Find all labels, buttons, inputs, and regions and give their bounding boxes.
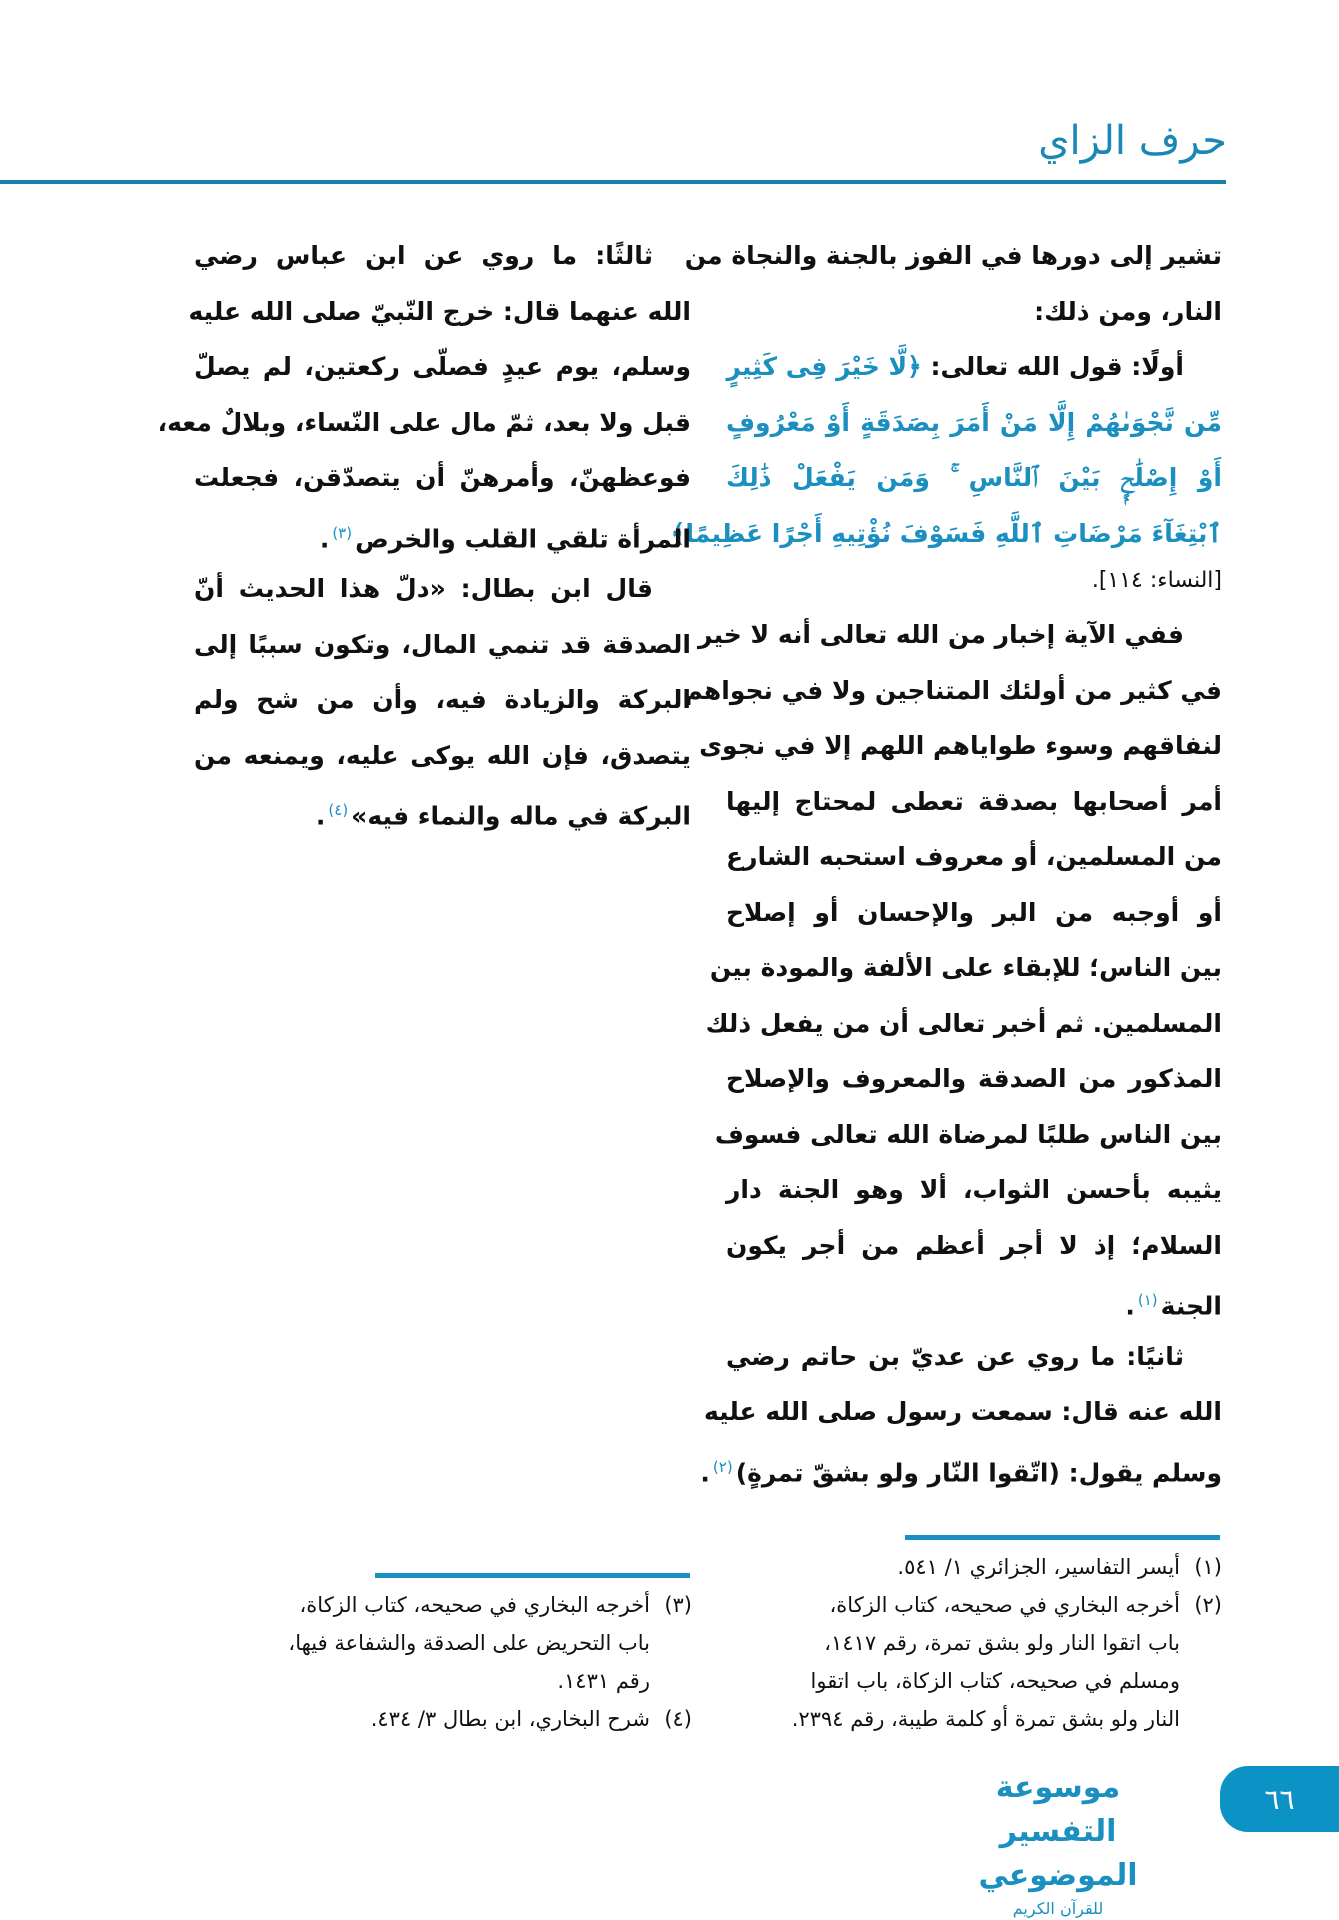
point-label: أولًا: قول الله تعالى:: [930, 352, 1184, 381]
text-line: الله عنهما قال: خرج النّبيّ صلى الله عليه: [188, 296, 691, 326]
verse-reference: [النساء: ١١٤].: [1091, 568, 1222, 593]
text-line: السلام؛ إذ لا أجر أعظم من أجر يكون: [726, 1230, 1222, 1260]
footnote-number: (٤): [664, 1707, 692, 1731]
text-line: الصدقة قد تنمي المال، وتكون سببًا إلى: [194, 629, 691, 659]
footnote-ref[interactable]: (٤): [328, 801, 349, 819]
text-line: يتصدق، فإن الله يوكى عليه، ويمنعه من: [194, 740, 691, 770]
footnote-text: أيسر التفاسير، الجزائري ١/ ٥٤١.: [897, 1555, 1180, 1579]
quran-verse: مِّن نَّجْوَىٰهُمْ إِلَّا مَنْ أَمَرَ بِصَدَقَةٍ أَوْ مَعْرُوفٍ: [726, 407, 1222, 437]
footnote-text: ومسلم في صحيحه، كتاب الزكاة، باب اتقوا: [810, 1669, 1180, 1693]
text-line: في كثير من أولئك المتناجين ولا في نجواهم: [684, 675, 1222, 705]
text-line: [726, 339, 1222, 395]
header-divider: [0, 180, 1226, 184]
text-line: ثانيًا: ما روي عن عديّ بن حاتم رضي: [726, 1341, 1184, 1371]
text-line: لنفاقهم وسوء طواياهم اللهم إلا في نجوى: [699, 731, 1222, 760]
left-column: [157, 228, 691, 839]
text-line: وسلم، يوم عيدٍ فصلّى ركعتين، لم يصلّ: [194, 352, 691, 381]
footnote-text: أخرجه البخاري في صحيحه، كتاب الزكاة،: [299, 1593, 650, 1617]
text-fragment: الجنة: [1160, 1291, 1222, 1321]
encyclopedia-logo: [934, 1766, 1182, 1918]
text-line: فوعظهنّ، وأمرهنّ أن يتصدّقن، فجعلت: [194, 463, 691, 492]
text-line: المسلمين. ثم أخبر تعالى أن من يفعل ذلك: [705, 1008, 1222, 1038]
quran-verse: أَوْ إِصْلَٰحٍۭ بَيْنَ ٱلنَّاسِ ۚ وَمَن يَفْعَلْ ذَٰلِكَ: [726, 463, 1222, 492]
footnotes-left: [192, 1586, 692, 1738]
text-line: تشير إلى دورها في الفوز بالجنة والنجاة من: [684, 241, 1222, 270]
footnote-text: رقم ١٤٣١.: [557, 1669, 650, 1693]
text-line: الجنة$^{(١)}$.: [1125, 1291, 1222, 1321]
text-line: المذكور من الصدقة والمعروف والإصلاح: [726, 1064, 1222, 1093]
footnote: [192, 1586, 692, 1624]
chapter-title: حرف الزاي: [1038, 118, 1227, 164]
text-fragment: المرأة تلقي القلب والخرص: [355, 523, 691, 553]
text-fragment: وسلم يقول: (اتّقوا النّار ولو بشقّ تمرةٍ): [735, 1457, 1222, 1487]
text-line: وسلم يقول: (اتّقوا النّار ولو بشقّ تمرةٍ)$^{(٢)}$.: [700, 1457, 1222, 1487]
text-line: بين الناس طلبًا لمرضاة الله تعالى فسوف: [714, 1119, 1222, 1149]
text-line: النار، ومن ذلك:: [1034, 296, 1222, 326]
footnote-number: (٣): [664, 1593, 692, 1617]
footnotes-right: [722, 1548, 1222, 1738]
right-column: [670, 228, 1222, 1495]
footnote: [722, 1548, 1222, 1586]
text-line: من المسلمين، أو معروف استحبه الشارع: [726, 842, 1222, 871]
logo-title: موسوعة التفسير الموضوعي: [978, 1770, 1138, 1893]
footnote-text: النار ولو بشق تمرة أو كلمة طيبة، رقم ٢٣٩٤.: [791, 1707, 1180, 1731]
text-line: البركة في ماله والنماء فيه»$^{(٤)}$.: [315, 801, 691, 831]
text-line: أمر أصحابها بصدقة تعطى لمحتاج إليها: [726, 786, 1222, 816]
text-line: يثيبه بأحسن الثواب، ألا وهو الجنة دار: [726, 1175, 1222, 1204]
footnote-text: أخرجه البخاري في صحيحه، كتاب الزكاة،: [829, 1593, 1180, 1617]
footnote-number: (١): [1194, 1555, 1222, 1579]
footnote: [192, 1700, 692, 1738]
text-line: المرأة تلقي القلب والخرص$^{(٣)}$.: [319, 523, 691, 553]
text-line: ففي الآية إخبار من الله تعالى أنه لا خير: [698, 620, 1184, 649]
footnote-number: (٢): [1194, 1593, 1222, 1617]
footnote-ref[interactable]: (٢): [712, 1457, 733, 1476]
footnote-text: باب اتقوا النار ولو بشق تمرة، رقم ١٤١٧،: [824, 1631, 1180, 1655]
footnote-ref[interactable]: (١): [1137, 1291, 1158, 1309]
text-line: أو أوجبه من البر والإحسان أو إصلاح: [726, 897, 1222, 927]
footnote-text: شرح البخاري، ابن بطال ٣/ ٤٣٤.: [370, 1707, 650, 1731]
logo-subtitle: للقرآن الكريم: [1012, 1899, 1104, 1918]
footnote-text: باب التحريض على الصدقة والشفاعة فيها،: [288, 1631, 650, 1655]
text-line: الله عنه قال: سمعت رسول صلى الله عليه: [703, 1397, 1222, 1426]
footnote-divider: [375, 1573, 690, 1578]
quran-verse: ﴿لَّا خَيْرَ فِى كَثِيرٍ: [726, 352, 922, 381]
text-fragment: البركة في ماله والنماء فيه»: [351, 801, 691, 831]
footnote-divider: [905, 1535, 1220, 1540]
page-number: ٦٦: [1220, 1766, 1339, 1832]
text-line: قال ابن بطال: «دلّ هذا الحديث أنّ: [194, 574, 653, 603]
footnote: [722, 1586, 1222, 1624]
footnote-ref[interactable]: (٣): [332, 523, 353, 542]
text-line: البركة والزيادة فيه، وأن من شح ولم: [194, 685, 691, 714]
text-line: بين الناس؛ للإبقاء على الألفة والمودة بين: [709, 953, 1222, 982]
text-line: ثالثًا: ما روي عن ابن عباس رضي: [194, 241, 653, 270]
quran-verse: ٱبْتِغَآءَ مَرْضَاتِ ٱللَّهِ فَسَوْفَ نُؤْتِيهِ أَجْرًا عَظِيمًا﴾: [670, 518, 1222, 548]
text-line: قبل ولا بعد، ثمّ مال على النّساء، وبلالٌ معه،: [157, 407, 691, 437]
